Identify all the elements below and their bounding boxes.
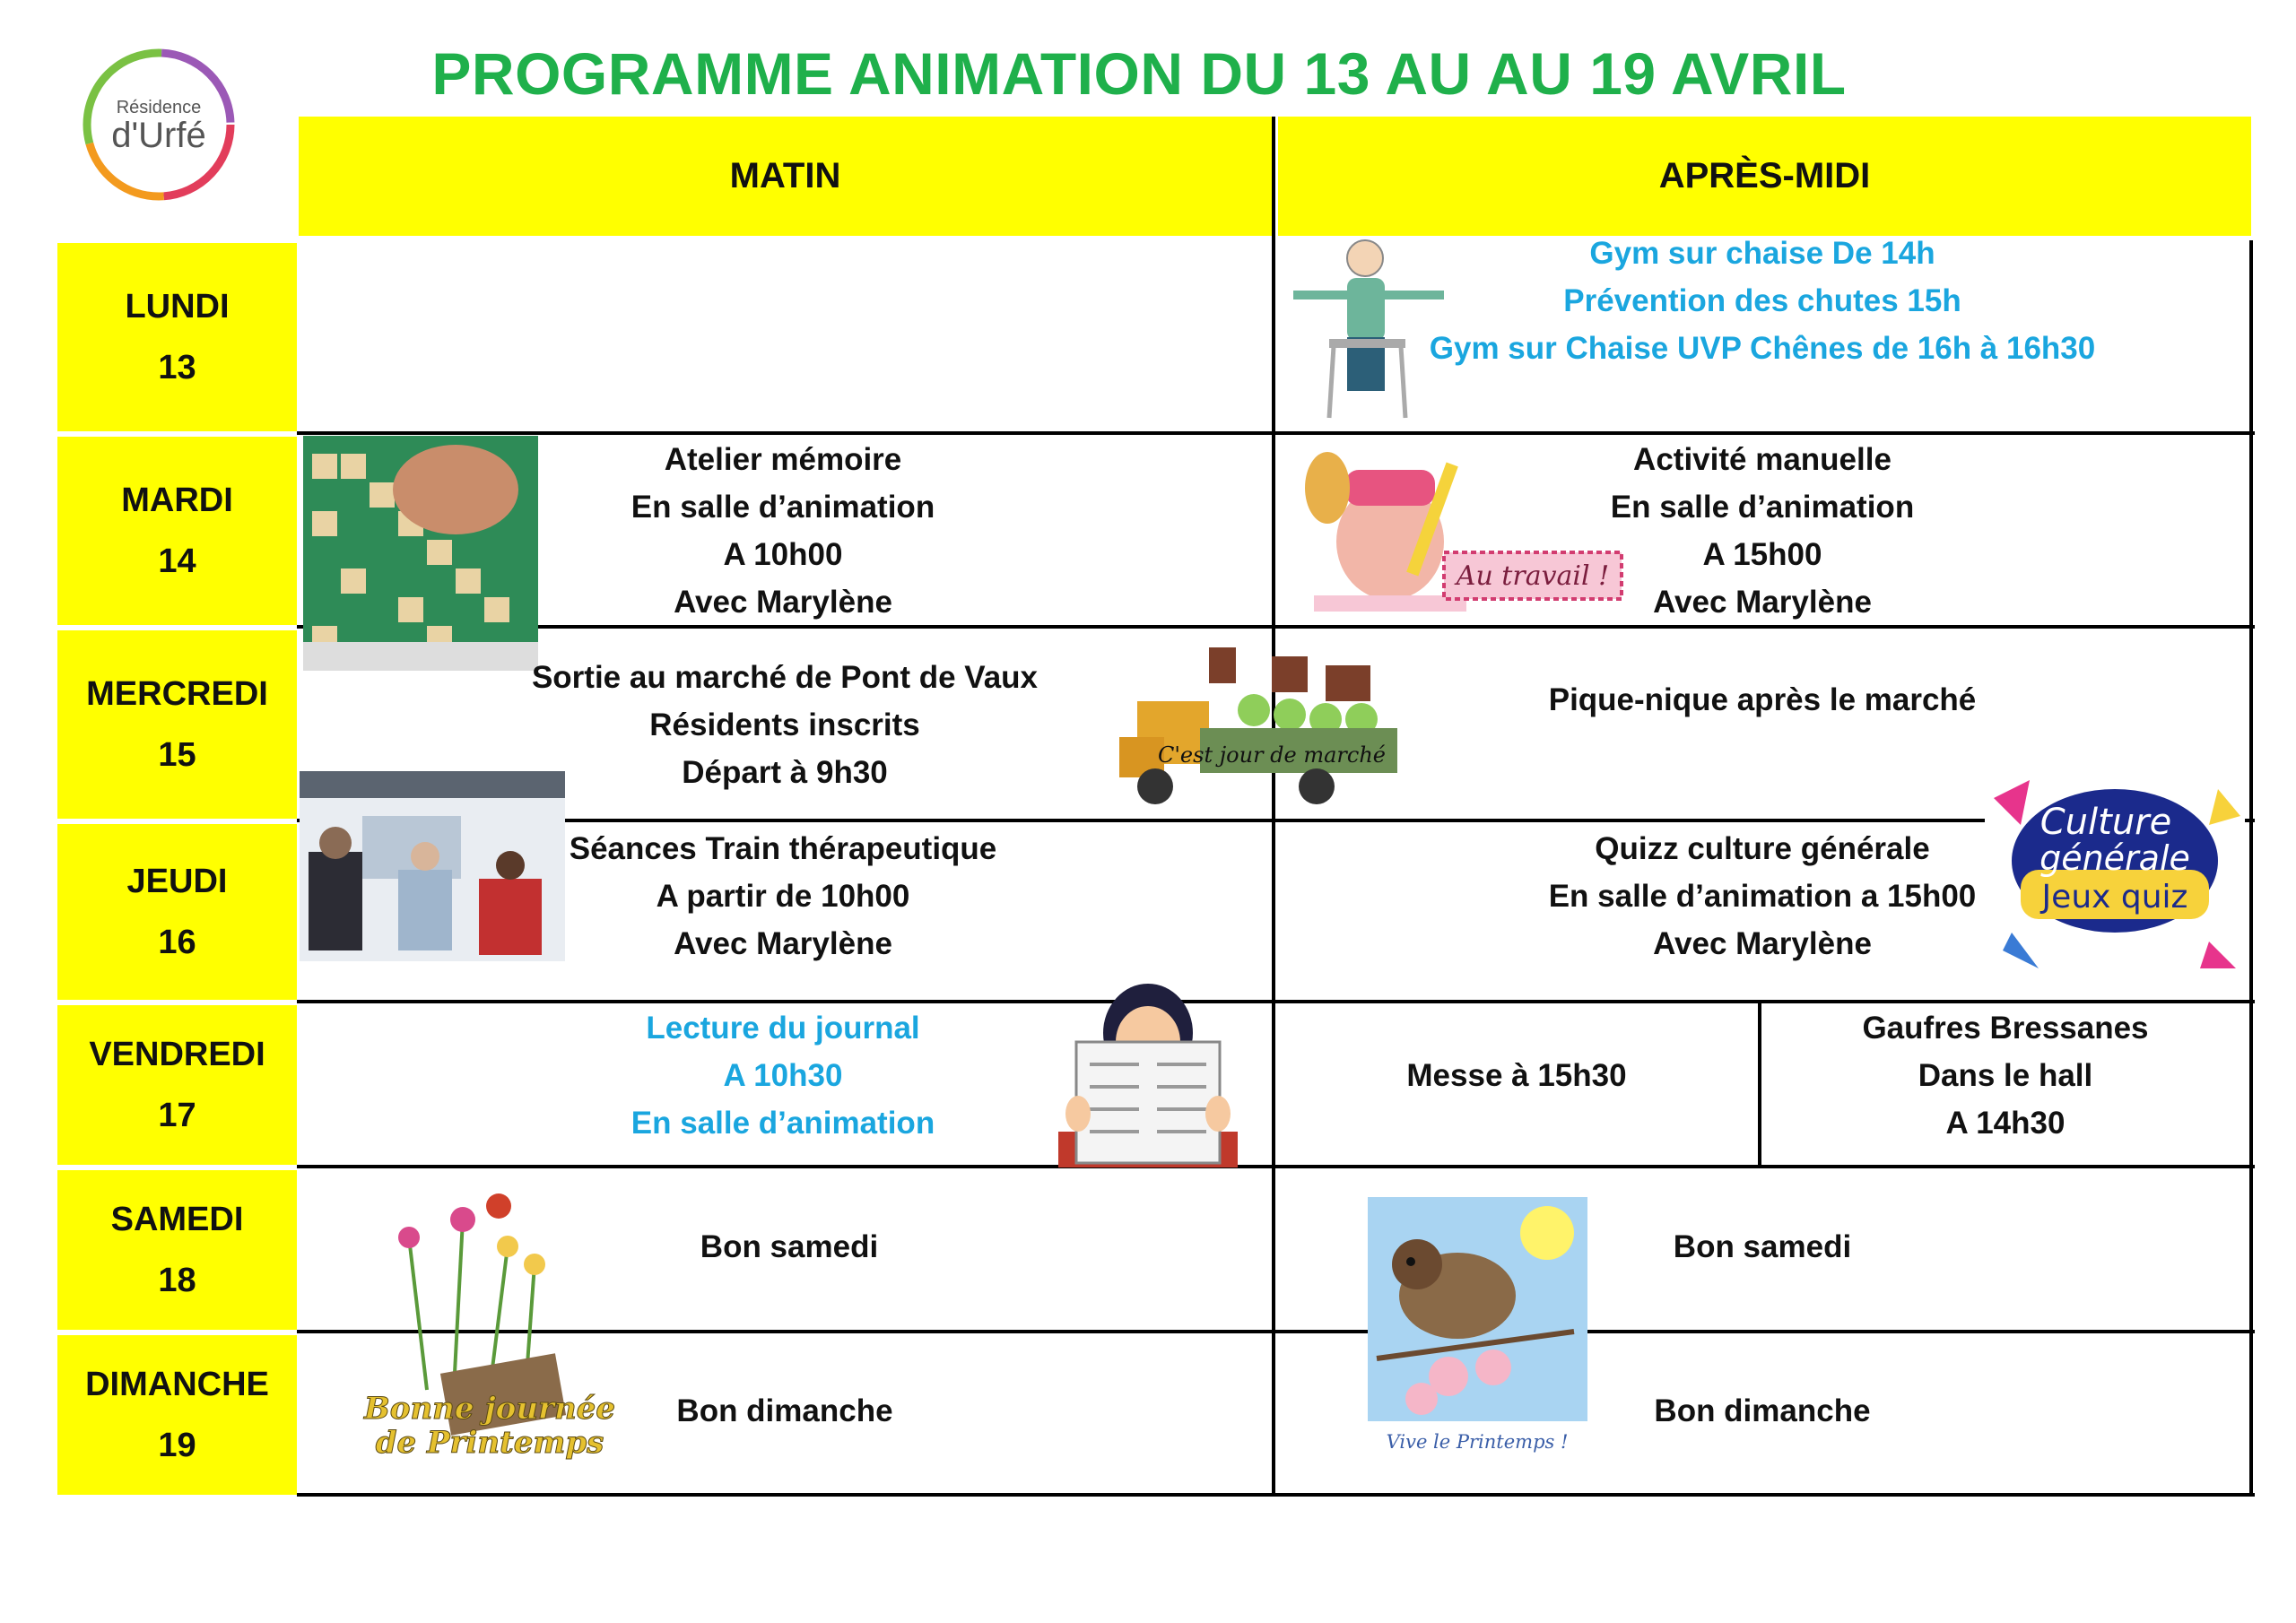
cell-samedi-am bbox=[610, 1215, 969, 1278]
work-caption: Au travail ! bbox=[1456, 560, 1610, 592]
cell-lundi-pm bbox=[1275, 235, 2249, 366]
day-dimanche bbox=[57, 1335, 297, 1495]
text-line: Sortie au marché de Pont de Vaux bbox=[531, 659, 1039, 695]
day-name: DIMANCHE bbox=[85, 1366, 269, 1403]
text-line: Prévention des chutes 15h bbox=[1563, 282, 1961, 318]
logo-line1: Résidence bbox=[116, 98, 202, 117]
day-number: 16 bbox=[158, 924, 196, 961]
text-line: Activité manuelle bbox=[1633, 442, 1892, 477]
day-jeudi bbox=[57, 824, 297, 1000]
day-name: MARDI bbox=[121, 482, 233, 519]
text-line: Gym sur Chaise UVP Chênes de 16h à 16h30 bbox=[1429, 330, 2096, 366]
market-caption: C'est jour de marché bbox=[1157, 742, 1387, 768]
grid-line bbox=[297, 431, 2255, 435]
day-number: 17 bbox=[158, 1097, 196, 1134]
text-line: Dans le hall bbox=[1918, 1057, 2093, 1093]
text-line: Bon samedi bbox=[1673, 1228, 1852, 1264]
spring-caption-1: Bonne journée bbox=[364, 1391, 615, 1427]
day-lundi bbox=[57, 243, 297, 431]
cell-vendredi-pm-gaufres bbox=[1761, 1003, 2249, 1147]
text-line: Avec Marylène bbox=[1653, 585, 1872, 620]
cell-vendredi-am bbox=[538, 1003, 1028, 1147]
day-mercredi bbox=[57, 630, 297, 819]
text-line: A partir de 10h00 bbox=[656, 878, 910, 914]
text-line: Quizz culture générale bbox=[1595, 830, 1930, 866]
grid-line bbox=[297, 1493, 2255, 1497]
text-line: Départ à 9h30 bbox=[682, 754, 888, 790]
text-line: En salle d’animation a 15h00 bbox=[1548, 878, 1977, 914]
train-therapy-photo bbox=[300, 771, 565, 961]
text-line: Lecture du journal bbox=[646, 1010, 920, 1046]
day-mardi bbox=[57, 437, 297, 625]
sparrow-illustration bbox=[1368, 1197, 1587, 1457]
logo-line2: d'Urfé bbox=[111, 116, 206, 155]
day-name: SAMEDI bbox=[110, 1201, 244, 1238]
cell-samedi-pm bbox=[1583, 1215, 1942, 1278]
text-line: A 15h00 bbox=[1702, 537, 1822, 572]
text-line: Avec Marylène bbox=[674, 585, 892, 620]
text-line: En salle d’animation bbox=[631, 490, 935, 525]
spring-caption-2: de Printemps bbox=[375, 1425, 604, 1461]
sparrow-caption: Vive le Printemps ! bbox=[1386, 1431, 1569, 1453]
day-name: LUNDI bbox=[125, 288, 230, 325]
text-line: A 10h30 bbox=[723, 1057, 843, 1093]
day-number: 19 bbox=[158, 1427, 196, 1464]
day-number: 15 bbox=[158, 736, 196, 774]
day-number: 18 bbox=[158, 1262, 196, 1299]
day-samedi bbox=[57, 1170, 297, 1330]
quiz-caption-3: Jeux quiz bbox=[2041, 879, 2188, 916]
text-line: Atelier mémoire bbox=[664, 442, 902, 477]
text-line: Gym sur chaise De 14h bbox=[1589, 235, 1935, 271]
day-name: VENDREDI bbox=[89, 1036, 265, 1073]
cell-dimanche-am bbox=[605, 1379, 964, 1442]
day-name: MERCREDI bbox=[86, 675, 268, 713]
header-apres-midi: APRÈS-MIDI bbox=[1278, 117, 2251, 236]
text-line: Gaufres Bressanes bbox=[1862, 1010, 2149, 1046]
text-line: A 14h30 bbox=[1945, 1105, 2066, 1141]
grid-line bbox=[297, 819, 2255, 822]
page-title: PROGRAMME ANIMATION DU 13 AU AU 19 AVRIL bbox=[431, 40, 1847, 107]
cell-mercredi-am bbox=[502, 652, 1067, 797]
grid-line bbox=[297, 625, 2255, 629]
text-line: Bon dimanche bbox=[1654, 1393, 1871, 1428]
day-name: JEUDI bbox=[126, 863, 228, 900]
grid-line bbox=[297, 1165, 2255, 1168]
text-line: Avec Marylène bbox=[674, 925, 892, 961]
text-line: Avec Marylène bbox=[1653, 925, 1872, 961]
day-vendredi bbox=[57, 1005, 297, 1165]
quiz-illustration bbox=[1985, 771, 2245, 979]
cell-mercredi-pm bbox=[1275, 664, 2249, 735]
newspaper-reader-illustration bbox=[1058, 979, 1238, 1167]
text-line: Résidents inscrits bbox=[649, 707, 920, 742]
text-line: Bon samedi bbox=[700, 1228, 879, 1264]
quiz-caption-2: générale bbox=[2039, 838, 2190, 878]
residence-logo bbox=[75, 41, 242, 208]
text-line: En salle d’animation bbox=[631, 1105, 935, 1141]
grid-line bbox=[2249, 240, 2253, 1497]
text-line: Messe à 15h30 bbox=[1406, 1057, 1627, 1093]
spring-flowers-illustration bbox=[355, 1184, 624, 1471]
scrabble-photo bbox=[303, 436, 538, 671]
cell-jeudi-pm bbox=[1518, 824, 2007, 968]
cell-vendredi-pm-messe bbox=[1275, 1003, 1758, 1147]
quiz-caption-1: Culture bbox=[2039, 802, 2172, 843]
day-number: 13 bbox=[158, 349, 196, 386]
text-line: En salle d’animation bbox=[1610, 490, 1915, 525]
day-number: 14 bbox=[158, 542, 196, 580]
header-matin: MATIN bbox=[299, 117, 1272, 236]
text-line: Bon dimanche bbox=[676, 1393, 893, 1428]
cell-dimanche-pm bbox=[1583, 1379, 1942, 1442]
cell-jeudi-am bbox=[538, 824, 1028, 968]
cell-mardi-am bbox=[538, 437, 1028, 625]
text-line: Séances Train thérapeutique bbox=[569, 830, 997, 866]
text-line: A 10h00 bbox=[723, 537, 843, 572]
text-line: Pique-nique après le marché bbox=[1548, 681, 1977, 717]
cell-mardi-pm bbox=[1518, 437, 2007, 625]
